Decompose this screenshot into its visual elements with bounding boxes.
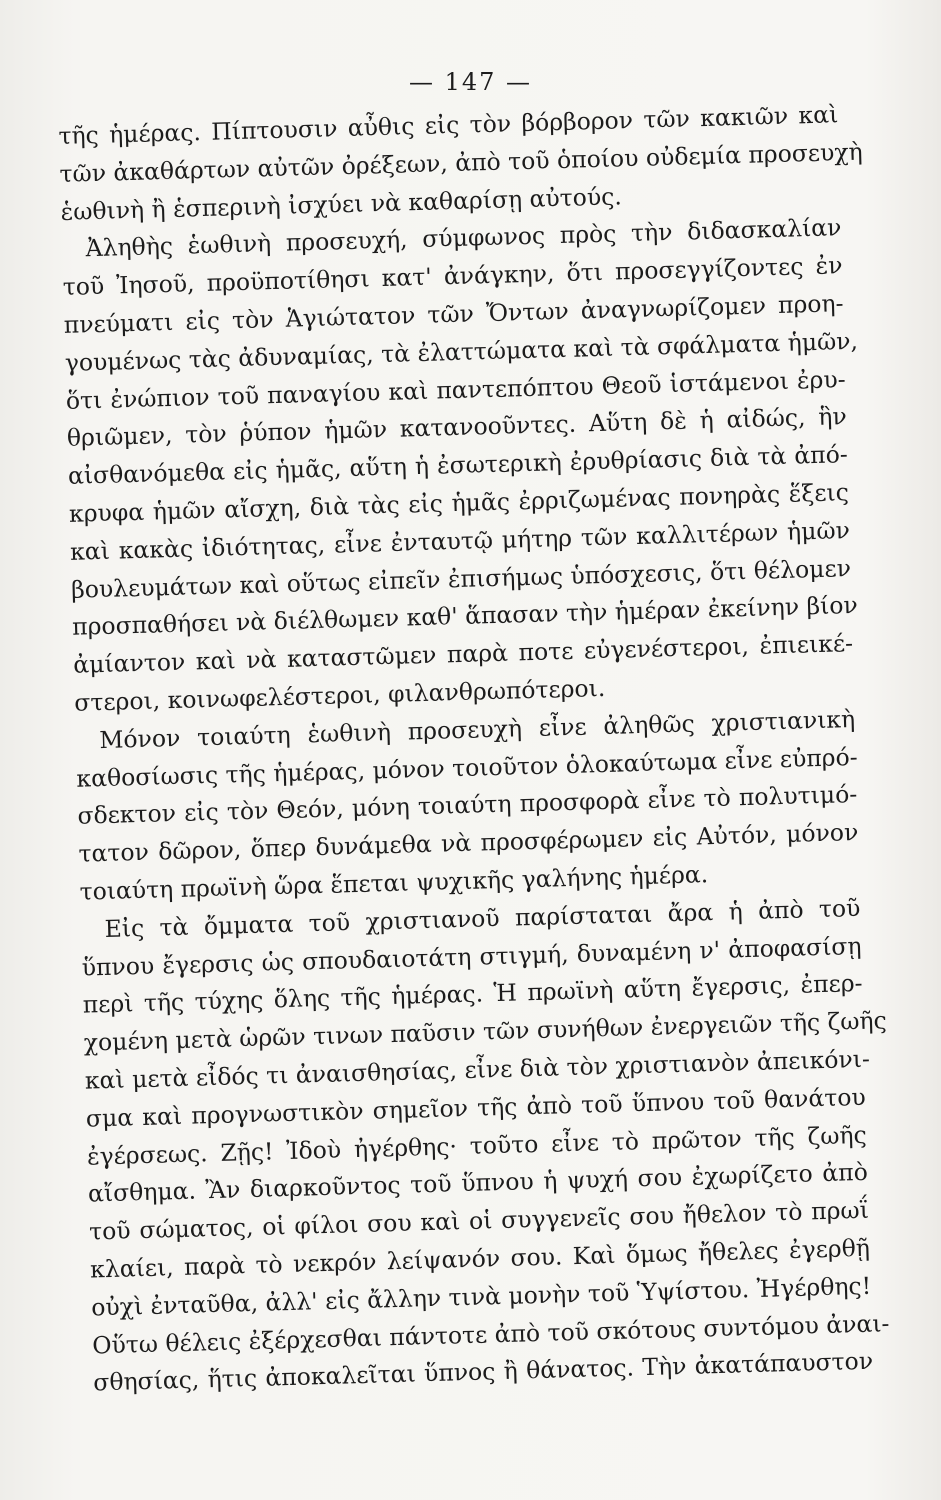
text-line: καθοσίωσις τῆς ἡμέρας, μόνον τοιοῦτον ὁλοκαύτωμα εἶνε εὐπρό- (76, 742, 858, 793)
text-line: καὶ μετὰ εἶδός τι ἀναισθησίας, εἶνε διὰ τὸν χριστιανὸν ἀπεικόνι- (84, 1044, 871, 1095)
text-line: κρυφα ἡμῶν αἴσχη, διὰ τὰς εἰς ἡμᾶς ἐρριζωμένας πονηρὰς ἕξεις (68, 478, 850, 528)
text-line: σδεκτον εἰς τὸν Θεόν, μόνη τοιαύτη προσφορὰ εἶνε τὸ πολυτιμό- (77, 780, 858, 831)
text-line: τοῦ Ἰησοῦ, προϋποτίθησι κατ' ἀνάγκην, ὅτι προσεγγίζοντες ἐν (62, 251, 843, 302)
text-line: τατον δῶρον, ὅπερ δυνάμεθα νὰ προσφέρωμεν εἰς Αὐτόν, μόνον (78, 818, 859, 868)
text-line: τῆς ἡμέρας. Πίπτουσιν αὖθις εἰς τὸν βόρβορον τῶν κακιῶν καὶ (58, 100, 839, 150)
text-line: ὅτι ἐνώπιον τοῦ παναγίου καὶ παντεπόπτου Θεοῦ ἱστάμενοι ἐρυ- (65, 364, 846, 415)
text-line: κλαίει, παρὰ τὸ νεκρόν λείψανόν σου. Καὶ ὅμως ἤθελες ἐγερθῇ (89, 1233, 871, 1284)
text-line: πνεύματι εἰς τὸν Ἁγιώτατον τῶν Ὄντων ἀναγνωρίζομεν προη- (63, 289, 844, 339)
body-text (58, 96, 890, 1402)
text-line: σμα καὶ προγνωστικὸν σημεῖον τῆς ἀπὸ τοῦ ὕπνου τοῦ θανάτου (85, 1082, 867, 1133)
text-line: ὕπνου ἔγερσις ὡς σπουδαιοτάτη στιγμή, δυναμένη ν' ἀποφασίσῃ (81, 931, 862, 982)
text-line: περὶ τῆς τύχης ὅλης τῆς ἡμέρας. Ἡ πρωϊνὴ αὕτη ἔγερσις, ἐπερ- (82, 969, 863, 1019)
text-line: βουλευμάτων καὶ οὕτως εἰπεῖν ἐπισήμως ὑπόσχεσις, ὅτι θέλομεν (70, 553, 852, 604)
text-line: ἐγέρσεως. Ζῇς! Ἰδοὺ ἠγέρθης· τοῦτο εἶνε τὸ πρῶτον τῆς ζωῆς (86, 1120, 868, 1171)
text-line: αἴσθημα. Ἂν διαρκοῦντος τοῦ ὕπνου ἡ ψυχή σου ἐχωρίζετο ἀπὸ (87, 1158, 869, 1208)
text-line: Μόνον τοιαύτη ἑωθινὴ προσευχὴ εἶνε ἀληθῶς χριστιανικὴ (98, 704, 856, 754)
text-line: ἑωθινὴ ἢ ἑσπερινὴ ἰσχύει νὰ καθαρίσῃ αὐτούς. (60, 181, 623, 226)
text-line: ἀμίαντον καὶ νὰ καταστῶμεν παρὰ ποτε εὐγενέστεροι, ἐπιεικέ- (72, 629, 854, 679)
text-line: θριῶμεν, τὸν ῥύπον ἡμῶν κατανοοῦντες. Αὕτη δὲ ἡ αἰδώς, ἣν (66, 402, 848, 453)
text-line: Ἀληθὴς ἑωθινὴ προσευχή, σύμφωνος πρὸς τὴν διδασκαλίαν (85, 213, 842, 263)
text-line: γουμένως τὰς ἀδυναμίας, τὰ ἐλαττώματα καὶ τὰ σφάλματα ἡμῶν, (64, 326, 859, 377)
text-line: τοιαύτη πρωϊνὴ ὥρα ἕπεται ψυχικῆς γαλήνης ἡμέρα. (79, 860, 709, 906)
page-number: — 147 — (408, 68, 533, 96)
text-line: Οὕτω θέλεις ἐξέρχεσθαι πάντοτε ἀπὸ τοῦ σκότους συντόμου ἀναι- (91, 1308, 890, 1360)
text-line: Εἰς τὰ ὄμματα τοῦ χριστιανοῦ παρίσταται ἄρα ἡ ἀπὸ τοῦ (104, 893, 861, 943)
text-line: χομένη μετὰ ὡρῶν τινων παῦσιν τῶν συνήθων ἐνεργειῶν τῆς ζωῆς (83, 1006, 888, 1057)
text-line: τῶν ἀκαθάρτων αὐτῶν ὀρέξεων, ἀπὸ τοῦ ὁποίου οὐδεμία προσευχὴ (59, 137, 863, 188)
text-line: στεροι, κοινωφελέστεροι, φιλανθρωπότεροι. (73, 673, 606, 717)
text-line: σθησίας, ἥτις ἀποκαλεῖται ὕπνος ἢ θάνατος. Τὴν ἀκατάπαυστον (92, 1347, 874, 1397)
text-line: καὶ κακὰς ἰδιότητας, εἶνε ἐνταυτῷ μήτηρ τῶν καλλιτέρων ἡμῶν (69, 515, 851, 566)
text-line: προσπαθήσει νὰ διέλθωμεν καθ' ἅπασαν τὴν ἡμέραν ἐκείνην βίον (71, 591, 859, 642)
text-line: τοῦ σώματος, οἱ φίλοι σου καὶ οἱ συγγενεῖς σου ἤθελον τὸ πρωΐ (88, 1195, 870, 1246)
text-line: αἰσθανόμεθα εἰς ἡμᾶς, αὕτη ἡ ἐσωτερικὴ ἐρυθρίασις διὰ τὰ ἀπό- (67, 440, 849, 491)
text-line: οὐχὶ ἐνταῦθα, ἀλλ' εἰς ἄλλην τινὰ μονὴν τοῦ Ὑψίστου. Ἠγέρθης! (90, 1271, 872, 1322)
